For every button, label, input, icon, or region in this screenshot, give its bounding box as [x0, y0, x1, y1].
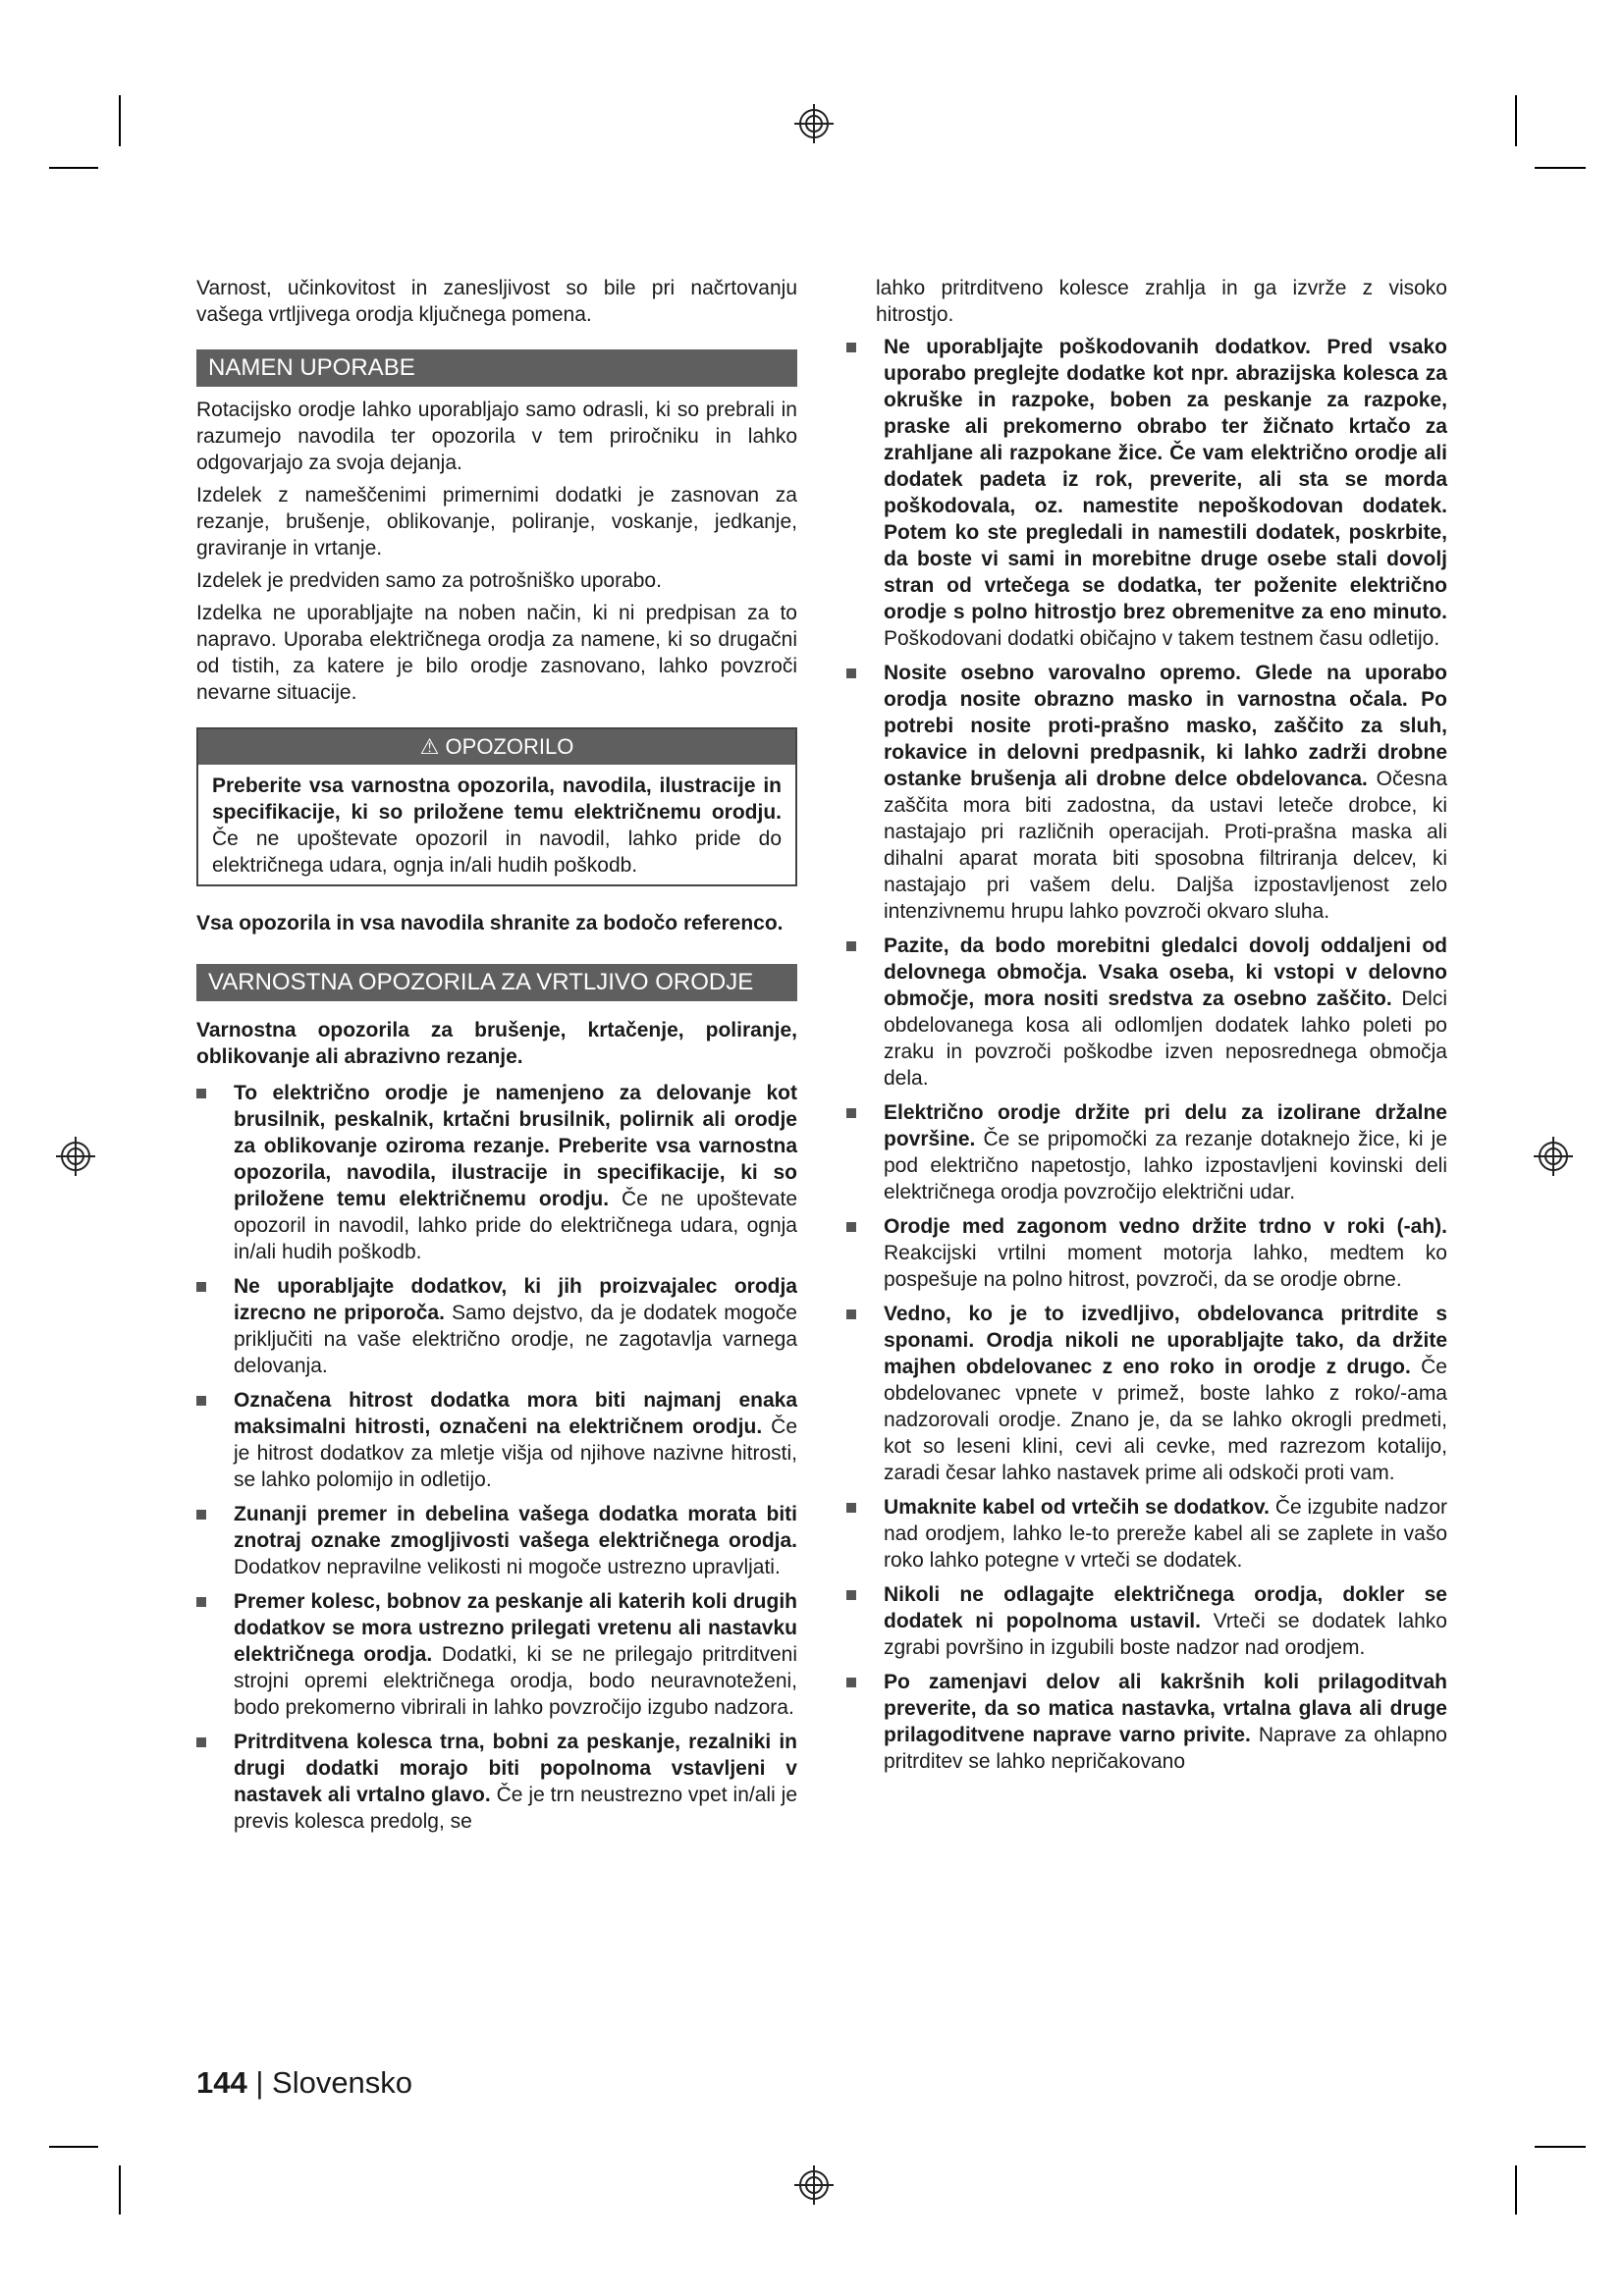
crop-mark — [119, 95, 121, 146]
bullet-square-icon — [196, 1510, 206, 1520]
body-paragraph: Izdelek je predviden samo za potrošniško uporabo. — [196, 569, 662, 592]
intro-paragraph: Varnost, učinkovitost in zanesljivost so bile pri načrtovanju vašega vrtljivega orodja ključnega pomena. — [196, 277, 797, 326]
page-number: 144 — [196, 2065, 247, 2100]
warning-icon: ⚠ — [419, 734, 440, 759]
list-item: Umaknite kabel od vrtečih se dodatkov. Če izgubite nadzor nad orodjem, lahko le-to prereže kabel ali se zaplete in vašo roko lahko potegne v vrteči se dodatek. — [846, 1494, 1447, 1574]
list-item: Pazite, da bodo morebitni gledalci dovolj oddaljeni od delovnega območja. Vsaka oseba, ki vstopi v delovno območje, mora nositi sredstva za osebno zaščito. Delci obdelovanega kosa ali odlomljen dodatek lahko poleti po zraku in povzroči poškodbe izven neposrednega območja dela. — [846, 933, 1447, 1092]
warning-header — [198, 729, 795, 765]
crop-mark — [1535, 167, 1586, 169]
warning-bold-text: Preberite vsa varnostna opozorila, navodila, ilustracije in specifikacije, ki so priložene temu električnemu orodju. — [212, 774, 782, 824]
warning-text: Če ne upoštevate opozoril in navodil, lahko pride do električnega udara, ognja in/ali hudih poškodb. — [212, 828, 782, 877]
list-item: Zunanji premer in debelina vašega dodatka morata biti znotraj oznake zmogljivosti vašega električnega orodja. Dodatkov nepravilne velikosti ni mogoče ustrezno upravljati. — [196, 1501, 797, 1580]
bullet-square-icon — [846, 1590, 856, 1600]
bullet-square-icon — [196, 1089, 206, 1098]
bullet-square-icon — [846, 1503, 856, 1513]
list-item: Vedno, ko je to izvedljivo, obdelovanca pritrdite s sponami. Orodja nikoli ne uporabljajte tako, da držite majhen obdelovanec z eno roko in orodje z drugo. Če obdelovanec vpnete v primež, boste lahko z roko/-ama nadzorovali orodje. Znano je, da se lahko okrogli predmeti, kot so leseni klini, cevi ali cevke, med razrezom kotalijo, zaradi česar lahko nastavek prime ali odskoči proti vam. — [846, 1301, 1447, 1486]
left-column — [196, 275, 797, 1842]
crop-mark — [1535, 2146, 1586, 2148]
registration-mark-icon — [56, 1137, 95, 1176]
section-heading-safety-warnings: VARNOSTNA OPOZORILA ZA VRTLJIVO ORODJE — [196, 964, 797, 1001]
keep-instructions-note: Vsa opozorila in vsa navodila shranite za bodočo referenco. — [196, 912, 784, 934]
right-bullet-list — [846, 334, 1447, 1775]
registration-mark-icon — [794, 2165, 834, 2205]
list-item: Po zamenjavi delov ali kakršnih koli prilagoditvah preverite, da so matica nastavka, vrtalna glava ali druge prilagoditvene naprave varno privite. Naprave za ohlapno pritrditev se lahko nepričakovano — [846, 1669, 1447, 1775]
footer-separator: | — [246, 2065, 273, 2100]
bullet-square-icon — [196, 1282, 206, 1292]
registration-mark-icon — [1534, 1137, 1573, 1176]
list-item: Označena hitrost dodatka mora biti najmanj enaka maksimalni hitrosti, označeni na električnem orodju. Če je hitrost dodatkov za mletje višja od njihove nazivne hitrosti, se lahko polomijo in odletijo. — [196, 1387, 797, 1493]
body-paragraph: Rotacijsko orodje lahko uporabljajo samo odrasli, ki so prebrali in razumejo navodila ter opozorila v tem priročniku in lahko odgovarjajo za svoja dejanja. — [196, 399, 797, 474]
body-paragraph: Izdelka ne uporabljajte na noben način, ki ni predpisan za to napravo. Uporaba električnega orodja za namene, ki so drugačni od tistih, za katere je bilo orodje zasnovano, lahko povzroči nevarne situacije. — [196, 602, 797, 704]
list-item: Ne uporabljajte poškodovanih dodatkov. Pred vsako uporabo preglejte dodatke kot npr. abrazijska kolesca za okruške in razpoke, boben za peskanje za razpoke, praske ali prekomerno obrabo ter žičnato krtačo za zrahljane ali razpokane žice. Če vam električno orodje ali dodatek padeta iz rok, preverite, ali sta se morda poškodovala, oz. namestite nepoškodovan dodatek. Potem ko ste pregledali in namestili dodatek, poskrbite, da boste vi sami in morebitne druge osebe stali dovolj stran od vrtečega se dodatka, ter poženite električno orodje s polno hitrostjo brez obremenitve za eno minuto. Poškodovani dodatki običajno v takem testnem času odletijo. — [846, 334, 1447, 652]
bullet-square-icon — [846, 1309, 856, 1319]
warning-title: OPOZORILO — [445, 734, 574, 759]
bullet-square-icon — [846, 668, 856, 678]
bullet-square-icon — [196, 1597, 206, 1607]
page-footer — [196, 2065, 412, 2101]
warning-box — [196, 727, 797, 886]
crop-mark — [49, 167, 98, 169]
right-column — [846, 275, 1447, 1783]
list-item: To električno orodje je namenjeno za delovanje kot brusilnik, peskalnik, krtačni brusilnik, polirnik ali orodje za oblikovanje oziroma rezanje. Preberite vsa varnostna opozorila, navodila, ilustracije in specifikacije, ki so priložene temu električnemu orodju. Če ne upoštevate opozoril in navodil, lahko pride do električnega udara, ognja in/ali hudih poškodb. — [196, 1080, 797, 1265]
bullet-square-icon — [846, 1222, 856, 1232]
warning-body — [198, 765, 795, 884]
list-item: Premer kolesc, bobnov za peskanje ali katerih koli drugih dodatkov se mora ustrezno prilegati vretenu ali nastavku električnega orodja. Dodatki, ki se ne prilegajo pritrditveni strojni opremi električnega orodja, bodo neuravnoteženi, bodo prekomerno vibrirali in lahko povzročijo izgubo nadzora. — [196, 1588, 797, 1721]
crop-mark — [1515, 95, 1517, 146]
safety-subheading: Varnostna opozorila za brušenje, krtačenje, poliranje, oblikovanje ali abrazivno rezanje. — [196, 1019, 797, 1068]
bullet-square-icon — [846, 343, 856, 352]
list-item: Nikoli ne odlagajte električnega orodja, dokler se dodatek ni popolnoma ustavil. Vrteči se dodatek lahko zgrabi površino in izgubili boste nadzor nad orodjem. — [846, 1581, 1447, 1661]
bullet-square-icon — [846, 1108, 856, 1118]
left-bullet-list — [196, 1080, 797, 1835]
list-item: Nosite osebno varovalno opremo. Glede na uporabo orodja nosite obrazno masko in varnostna očala. Po potrebi nosite proti-prašno masko, zaščito za sluh, rokavice in delovni predpasnik, ki lahko zadrži drobne ostanke brušenja ali drobne delce obdelovanca. Očesna zaščita mora biti zadostna, da ustavi leteče drobce, ki nastajajo pri različnih operacijah. Proti-prašna maska ali dihalni aparat morata biti sposobna filtriranja delcev, ki nastajajo pri vašem delu. Daljša izpostavljenost zelo intenzivnemu hrupu lahko povzroči okvaro sluha. — [846, 660, 1447, 925]
bullet-square-icon — [196, 1396, 206, 1406]
footer-language: Slovensko — [272, 2065, 413, 2100]
crop-mark — [119, 2165, 121, 2215]
registration-mark-icon — [794, 104, 834, 143]
bullet-square-icon — [846, 941, 856, 951]
crop-mark — [1515, 2165, 1517, 2215]
bullet-square-icon — [196, 1737, 206, 1747]
section-heading-intended-use: NAMEN UPORABE — [196, 349, 797, 387]
list-item: Pritrditvena kolesca trna, bobni za peskanje, rezalniki in drugi dodatki morajo biti popolnoma vstavljeni v nastavek ali vrtalno glavo. Če je trn neustrezno vpet in/ali je previs kolesca predolg, se — [196, 1729, 797, 1835]
crop-mark — [49, 2146, 98, 2148]
list-item: Orodje med zagonom vedno držite trdno v roki (-ah). Reakcijski vrtilni moment motorja lahko, medtem ko pospešuje na polno hitrost, povzroči, da se orodje obrne. — [846, 1213, 1447, 1293]
list-item: Električno orodje držite pri delu za izolirane držalne površine. Če se pripomočki za rezanje dotaknejo žice, ki je pod električno napetostjo, lahko izpostavljeni kovinski deli električnega orodja povzročijo električni udar. — [846, 1099, 1447, 1205]
bullet-square-icon — [846, 1678, 856, 1687]
body-paragraph: Izdelek z nameščenimi primernimi dodatki je zasnovan za rezanje, brušenje, oblikovanje, poliranje, voskanje, jedkanje, graviranje in vrtanje. — [196, 484, 797, 560]
list-item: Ne uporabljajte dodatkov, ki jih proizvajalec orodja izrecno ne priporoča. Samo dejstvo, da je dodatek mogoče priključiti na vaše električno orodje, ne zagotavlja varnega delovanja. — [196, 1273, 797, 1379]
continuation-paragraph: lahko pritrditveno kolesce zrahlja in ga izvrže z visoko hitrostjo. — [876, 277, 1447, 326]
